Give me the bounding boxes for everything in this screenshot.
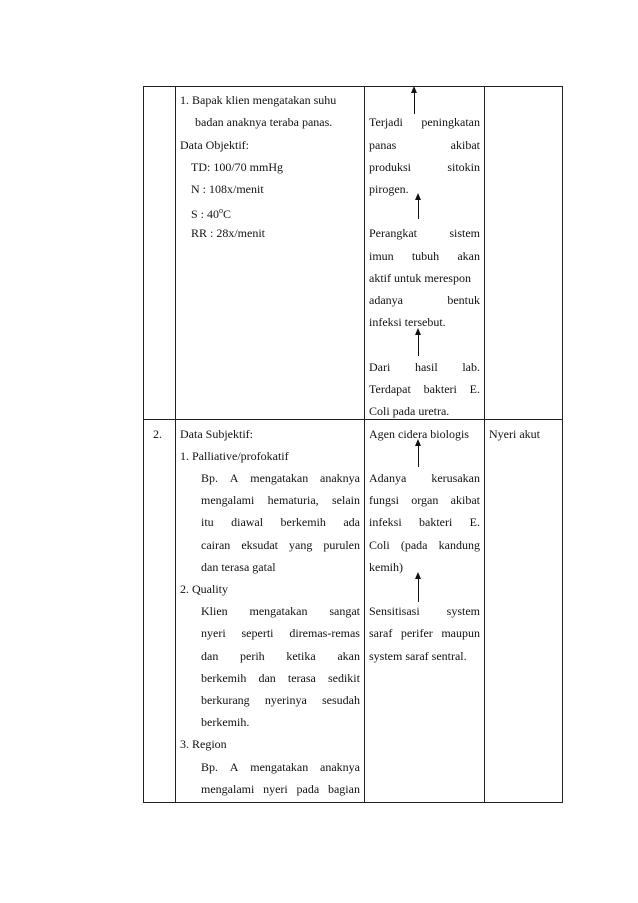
up-arrow-icon [418,578,419,602]
item-1-title: 1. Palliative/profokatif [180,449,289,463]
etiology-1-line-5: kemih) [369,560,403,574]
pathway-1-line-4: pirogen. [369,182,409,196]
table-border-top [143,86,563,87]
item-1-line-4: cairan eksudat yang purulen [201,538,360,552]
pathway-3-line-2: Terdapat bakteri E. [369,382,480,396]
etiology-1-line-1: Adanya kerusakan [369,471,480,485]
etiology-2-line-3: system saraf sentral. [369,649,467,663]
pathway-2-line-1: Perangkat sistem [369,226,480,240]
up-arrow-icon [418,199,419,219]
item-3-line-2: mengalami nyeri pada bagian [201,782,360,796]
item-2-line-1: Klien mengatakan sangat [201,604,360,618]
item-1-line-2: mengalami hematuria, selain [201,493,360,507]
item-1-line-3: itu diawal berkemih ada [201,515,360,529]
pathway-2-line-5: infeksi tersebut. [369,315,446,329]
item-3-title: 3. Region [180,737,227,751]
column-divider-1 [175,86,176,803]
up-arrow-icon [414,92,415,114]
pathway-2-line-3: aktif untuk merespon [369,271,471,285]
etiology-1-line-2: fungsi organ akibat [369,493,480,507]
item-2-line-3: dan perih ketika akan [201,649,360,663]
subjective-item-1-line-1: 1. Bapak klien mengatakan suhu [180,93,337,107]
etiology-1-line-3: infeksi bakteri E. [369,515,480,529]
respiration-value: RR : 28x/menit [191,226,266,240]
temperature-value: S : 40$^o$C [191,206,232,221]
etiology-1-line-4: Coli (pada kandung [369,538,480,552]
pathway-1-line-1: Terjadi peningkatan [369,115,480,129]
subjective-item-1-line-2: badan anaknya teraba panas. [195,115,333,129]
pathway-1-line-2: panas akibat [369,138,480,152]
pathway-2-line-2: imun tubuh akan [369,249,480,263]
item-3-line-1: Bp. A mengatakan anaknya [201,760,360,774]
item-2-line-2: nyeri seperti diremas-remas [201,626,360,640]
etiology-2-line-1: Sensitisasi system [369,604,480,618]
table-border-right [562,86,563,803]
column-divider-2 [364,86,365,803]
etiology-title: Agen cidera biologis [369,427,469,441]
pathway-2-line-4: adanya bentuk [369,293,480,307]
table-border-bottom [143,802,563,803]
row-number: 2. [153,427,162,441]
item-1-line-1: Bp. A mengatakan anaknya [201,471,360,485]
item-2-line-4: berkemih dan terasa sedikit [201,671,360,685]
up-arrow-icon [418,445,419,467]
up-arrow-icon [418,334,419,356]
etiology-2-line-2: saraf perifer maupun [369,626,480,640]
nursing-diagnosis: Nyeri akut [489,427,540,441]
pathway-3-line-3: Coli pada uretra. [369,404,450,418]
blood-pressure-value: TD: 100/70 mmHg [191,160,283,174]
item-2-line-6: berkemih. [201,715,250,729]
pathway-1-line-3: produksi sitokin [369,160,480,174]
item-2-line-5: berkurang nyerinya sesudah [201,693,360,707]
row-divider [143,419,563,420]
objective-data-heading: Data Objektif: [180,138,249,152]
item-2-title: 2. Quality [180,582,228,596]
pulse-value: N : 108x/menit [191,182,264,196]
column-divider-3 [484,86,485,803]
pathway-3-line-1: Dari hasil lab. [369,360,480,374]
item-1-line-5: dan terasa gatal [201,560,276,574]
table-border-left [143,86,144,803]
subjective-data-heading: Data Subjektif: [180,427,253,441]
assessment-table [143,86,563,803]
